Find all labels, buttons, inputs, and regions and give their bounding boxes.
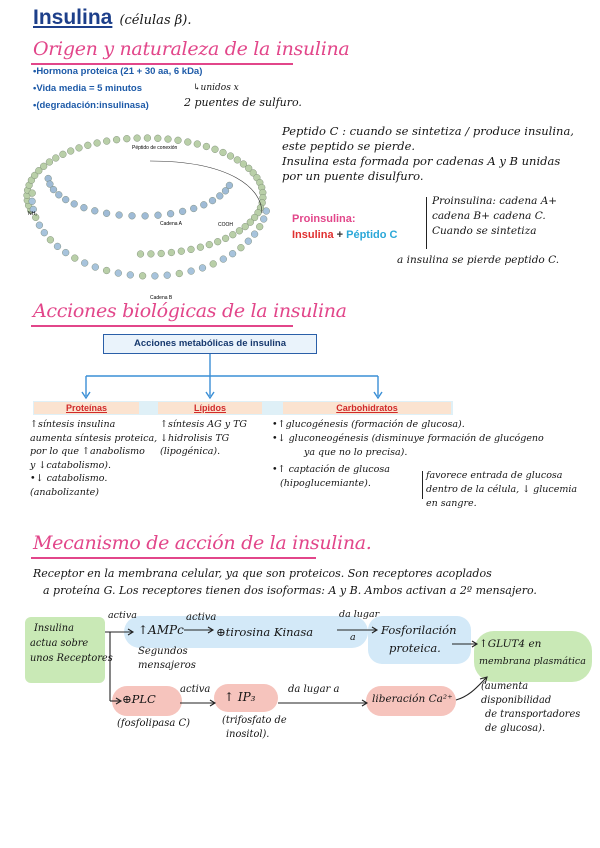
carb-brace [422, 471, 423, 499]
plc-note: (fosfolipasa C) [117, 718, 191, 729]
proinsulina-plus: + [336, 229, 344, 241]
chain-a-bead [155, 212, 162, 219]
note-puentes: 2 puentes de sulfuro. [184, 96, 302, 109]
bullet-vida-media: •Vida media = 5 minutos [33, 83, 143, 94]
peptide-bead [94, 140, 101, 147]
insulina-line-3: unos Receptores [30, 653, 113, 664]
section1-underline [31, 63, 293, 65]
peptide-bead [84, 142, 91, 149]
carb-line-2: •↓ gluconeogénesis (disminuye formación de glucógeno [272, 432, 544, 444]
chain-b-bead [164, 272, 171, 279]
proinsulina-peptido: Péptido C [346, 229, 398, 241]
peptide-bead [134, 135, 141, 142]
carb-note-2: dentro de la célula, ↓ glucemia [426, 484, 578, 495]
peptide-bead [165, 136, 172, 143]
insulin-structure-figure [0, 118, 290, 308]
page-title [33, 6, 191, 30]
peptide-bead [148, 251, 155, 258]
proinsulina-formula [292, 227, 397, 243]
node-fosfo [381, 621, 457, 657]
chain-b-bead [62, 249, 69, 256]
peptido-c-note [282, 124, 574, 184]
peptido-note-line-2: este peptido se pierde. [282, 139, 416, 153]
glut-note [481, 680, 600, 736]
chain-a-bead [55, 191, 62, 198]
peptide-bead [40, 163, 47, 170]
carb-line-5: (hipoglucemiante). [280, 478, 371, 490]
chain-b-bead [220, 256, 227, 263]
peptide-bead [214, 238, 221, 245]
header-carbohidratos: Carbohidratos [283, 402, 451, 414]
node-insulina [30, 621, 113, 666]
chain-b-bead [229, 250, 236, 257]
peptide-bead [188, 246, 195, 253]
fosfo-line-2: proteica. [389, 641, 441, 655]
bullet-hormona: •Hormona proteica (21 + 30 aa, 6 kDa) [33, 66, 203, 77]
peptide-bead [203, 143, 210, 150]
lipidos-line-3: (lipogénica). [160, 446, 221, 457]
peptide-bead [46, 159, 53, 166]
node-plc: ⊕PLC [122, 692, 156, 706]
glut-line-1: ↑GLUT4 en [479, 638, 542, 650]
label-da-lugar-2: da lugar a [288, 684, 340, 695]
glut-note-3: de glucosa). [485, 723, 546, 734]
section3-intro [33, 565, 537, 599]
chain-a-bead [216, 193, 223, 200]
peptide-bead [113, 136, 120, 143]
label-peptido-conexion: Péptido de conexión [132, 145, 178, 151]
peptide-bead [206, 241, 213, 248]
carb-line-1: •↑glucogénesis (formación de glucosa). [272, 419, 465, 430]
carb-line-3: ya que no lo precisa). [304, 446, 408, 458]
chain-b-bead [245, 238, 252, 245]
ip3-note-1: (trifosfato de [222, 715, 287, 726]
section2-underline [31, 325, 293, 327]
chain-a-bead [62, 196, 69, 203]
glut-note-2: de transportadores [485, 709, 581, 720]
section1-heading: Origen y naturaleza de la insulina [33, 38, 350, 60]
ip3-note-2: inositol). [226, 729, 270, 740]
peptide-bead [227, 153, 234, 160]
label-activa-3: activa [180, 684, 211, 695]
proinsulina-note-1: Proinsulina: cadena A+ [432, 195, 558, 207]
chain-b-bead [92, 264, 99, 271]
acciones-box-title: Acciones metabólicas de insulina [133, 338, 287, 349]
bullet-degradacion: •(degradación:insulinasa) [33, 100, 149, 111]
peptide-bead [168, 249, 175, 256]
proteinas-line-5: •↓ catabolismo. [30, 473, 108, 484]
chain-a-bead [71, 201, 78, 208]
chain-a-bead [50, 186, 57, 193]
section2-heading: Acciones biológicas de la insulina [33, 300, 347, 322]
proteinas-line-1: ↑síntesis insulina [30, 419, 116, 430]
lipidos-line-2: ↓hidrolisis TG [160, 432, 230, 444]
title-main: Insulina [33, 6, 113, 29]
chain-b-bead [29, 190, 36, 197]
proinsulina-note [432, 194, 557, 239]
peptide-bead [194, 141, 201, 148]
chain-b-bead [47, 236, 54, 243]
section3-heading: Mecanismo de acción de la insulina. [33, 532, 372, 554]
section1-bullets [33, 66, 202, 111]
node-tirosina: ⊕tirosina Kinasa [216, 625, 314, 639]
peptido-note-line-3: Insulina esta formada por cadenas A y B unidas [282, 154, 561, 168]
section3-underline [31, 557, 316, 559]
chain-b-bead [36, 222, 43, 229]
glut-note-1: (aumenta disponibilidad [481, 681, 552, 706]
node-liberacion: liberación Ca²⁺ [372, 693, 453, 705]
fosfo-line-1: Fosforilación [381, 623, 457, 637]
chain-a-bead [167, 210, 174, 217]
lipidos-line-1: ↑síntesis AG y TG [160, 419, 248, 430]
peptide-bead [236, 227, 243, 234]
carb-note-1: favorece entrada de glucosa [426, 470, 563, 481]
intro-line-1: Receptor en la membrana celular, ya que son proteicos. Son receptores acoplados [33, 567, 492, 580]
proinsulina-title: Proinsulina: [292, 213, 356, 225]
label-nh2: NH₂ [28, 211, 38, 217]
peptido-note-line-4: por un puente disulfuro. [282, 169, 424, 183]
chain-b-bead [152, 273, 159, 280]
chain-a-bead [179, 208, 186, 215]
peptide-bead [197, 244, 204, 251]
chain-b-bead [139, 272, 146, 279]
peptide-bead [144, 135, 151, 142]
proteinas-line-2: aumenta síntesis proteica, [30, 432, 158, 444]
chain-b-bead [188, 268, 195, 275]
chain-b-bead [260, 216, 267, 223]
note-unidos: ↳unidos x [193, 83, 239, 93]
segundos-line-2: mensajeros [138, 660, 196, 671]
segundos-line-1: Segundos [138, 646, 188, 657]
chain-b-bead [176, 270, 183, 277]
chain-a-bead [200, 201, 207, 208]
ip3-note [222, 714, 287, 742]
peptide-bead [212, 146, 219, 153]
chain-b-bead [29, 198, 36, 205]
glut-line-2: membrana plasmática [479, 656, 586, 667]
chain-b-bead [263, 208, 270, 215]
label-da-lugar-1: da lugar [339, 609, 380, 620]
chain-a-bead [209, 197, 216, 204]
peptide-bead [60, 151, 67, 158]
carb-note [426, 469, 577, 511]
chain-b-bead [41, 229, 48, 236]
proinsulina-note-2: cadena B+ cadena C. [432, 210, 546, 222]
chain-b-bead [54, 243, 61, 250]
peptide-bead [220, 149, 227, 156]
peptide-bead [158, 250, 165, 257]
segundos-mensajeros [138, 645, 196, 673]
chain-b-bead [81, 260, 88, 267]
proinsulina-note-3: Cuando se sintetiza [432, 225, 537, 237]
chain-b-bead [115, 270, 122, 277]
proteinas-line-6: (anabolizante) [30, 486, 99, 498]
peptide-bead [76, 145, 83, 152]
node-glut [479, 636, 586, 670]
chain-a-bead [116, 212, 123, 219]
peptide-bead [52, 155, 59, 162]
peptide-bead [137, 251, 144, 258]
peptide-bead [178, 248, 185, 255]
chain-a-bead [129, 212, 136, 219]
node-ampc: ↑AMPc [138, 623, 184, 637]
peptide-bead [234, 157, 241, 164]
peptide-bead [184, 139, 191, 146]
chain-b-bead [256, 223, 263, 230]
peptido-note-line-1: Peptido C : cuando se sintetiza / produce insulina, [282, 124, 574, 138]
insulina-line-2: actua sobre [30, 638, 89, 649]
chain-a-bead [91, 207, 98, 214]
chain-b-bead [238, 244, 245, 251]
proteinas-line-3: por lo que ↑anabolismo [30, 446, 145, 457]
chain-b-bead [103, 267, 110, 274]
chain-a-bead [190, 205, 197, 212]
proinsulina-insulina: Insulina [292, 229, 334, 241]
title-note: (células β). [119, 13, 192, 28]
chain-b-bead [71, 255, 78, 262]
carb-line-4: •↑ captación de glucosa [272, 464, 390, 476]
peptide-bead [123, 135, 130, 142]
chain-a-bead [81, 204, 88, 211]
label-cooh: COOH [218, 222, 233, 228]
chain-b-bead [127, 272, 134, 279]
label-activa-2: activa [186, 612, 217, 623]
column-lipidos [160, 418, 247, 459]
proinsulina-label [292, 211, 397, 243]
peptide-bead [103, 138, 110, 145]
column-proteinas [30, 418, 160, 499]
insulina-line-1: Insulina [34, 623, 74, 634]
chain-a-bead [103, 210, 110, 217]
peptide-bead [229, 231, 236, 238]
carb-note-3: en sangre. [426, 498, 477, 509]
chain-b-bead [210, 261, 217, 268]
chain-a-bead [142, 213, 149, 220]
peptide-bead [242, 223, 249, 230]
header-lipidos: Lípidos [158, 402, 262, 414]
label-a-1: a [350, 632, 356, 643]
intro-line-2: a proteína G. Los receptores tienen dos isoformas: A y B. Ambos activan a 2º mensajero. [43, 584, 537, 597]
proinsulina-note-4: a insulina se pierde peptido C. [397, 254, 560, 266]
label-activa-1: activa [108, 610, 137, 621]
label-cadena-b: Cadena B [150, 295, 173, 301]
node-ip3: ↑ IP₃ [224, 690, 256, 704]
chain-a-bead [226, 182, 233, 189]
peptide-bead [222, 235, 229, 242]
proteinas-line-4: y ↓catabolismo). [30, 459, 112, 471]
proinsulina-brace [426, 197, 431, 249]
peptide-bead [67, 148, 74, 155]
peptide-bead [175, 137, 182, 144]
peptide-bead [154, 135, 161, 142]
chain-b-bead [199, 265, 206, 272]
chain-b-bead [251, 231, 258, 238]
label-cadena-a: Cadena A [160, 221, 182, 227]
header-proteinas: Proteínas [34, 402, 139, 414]
